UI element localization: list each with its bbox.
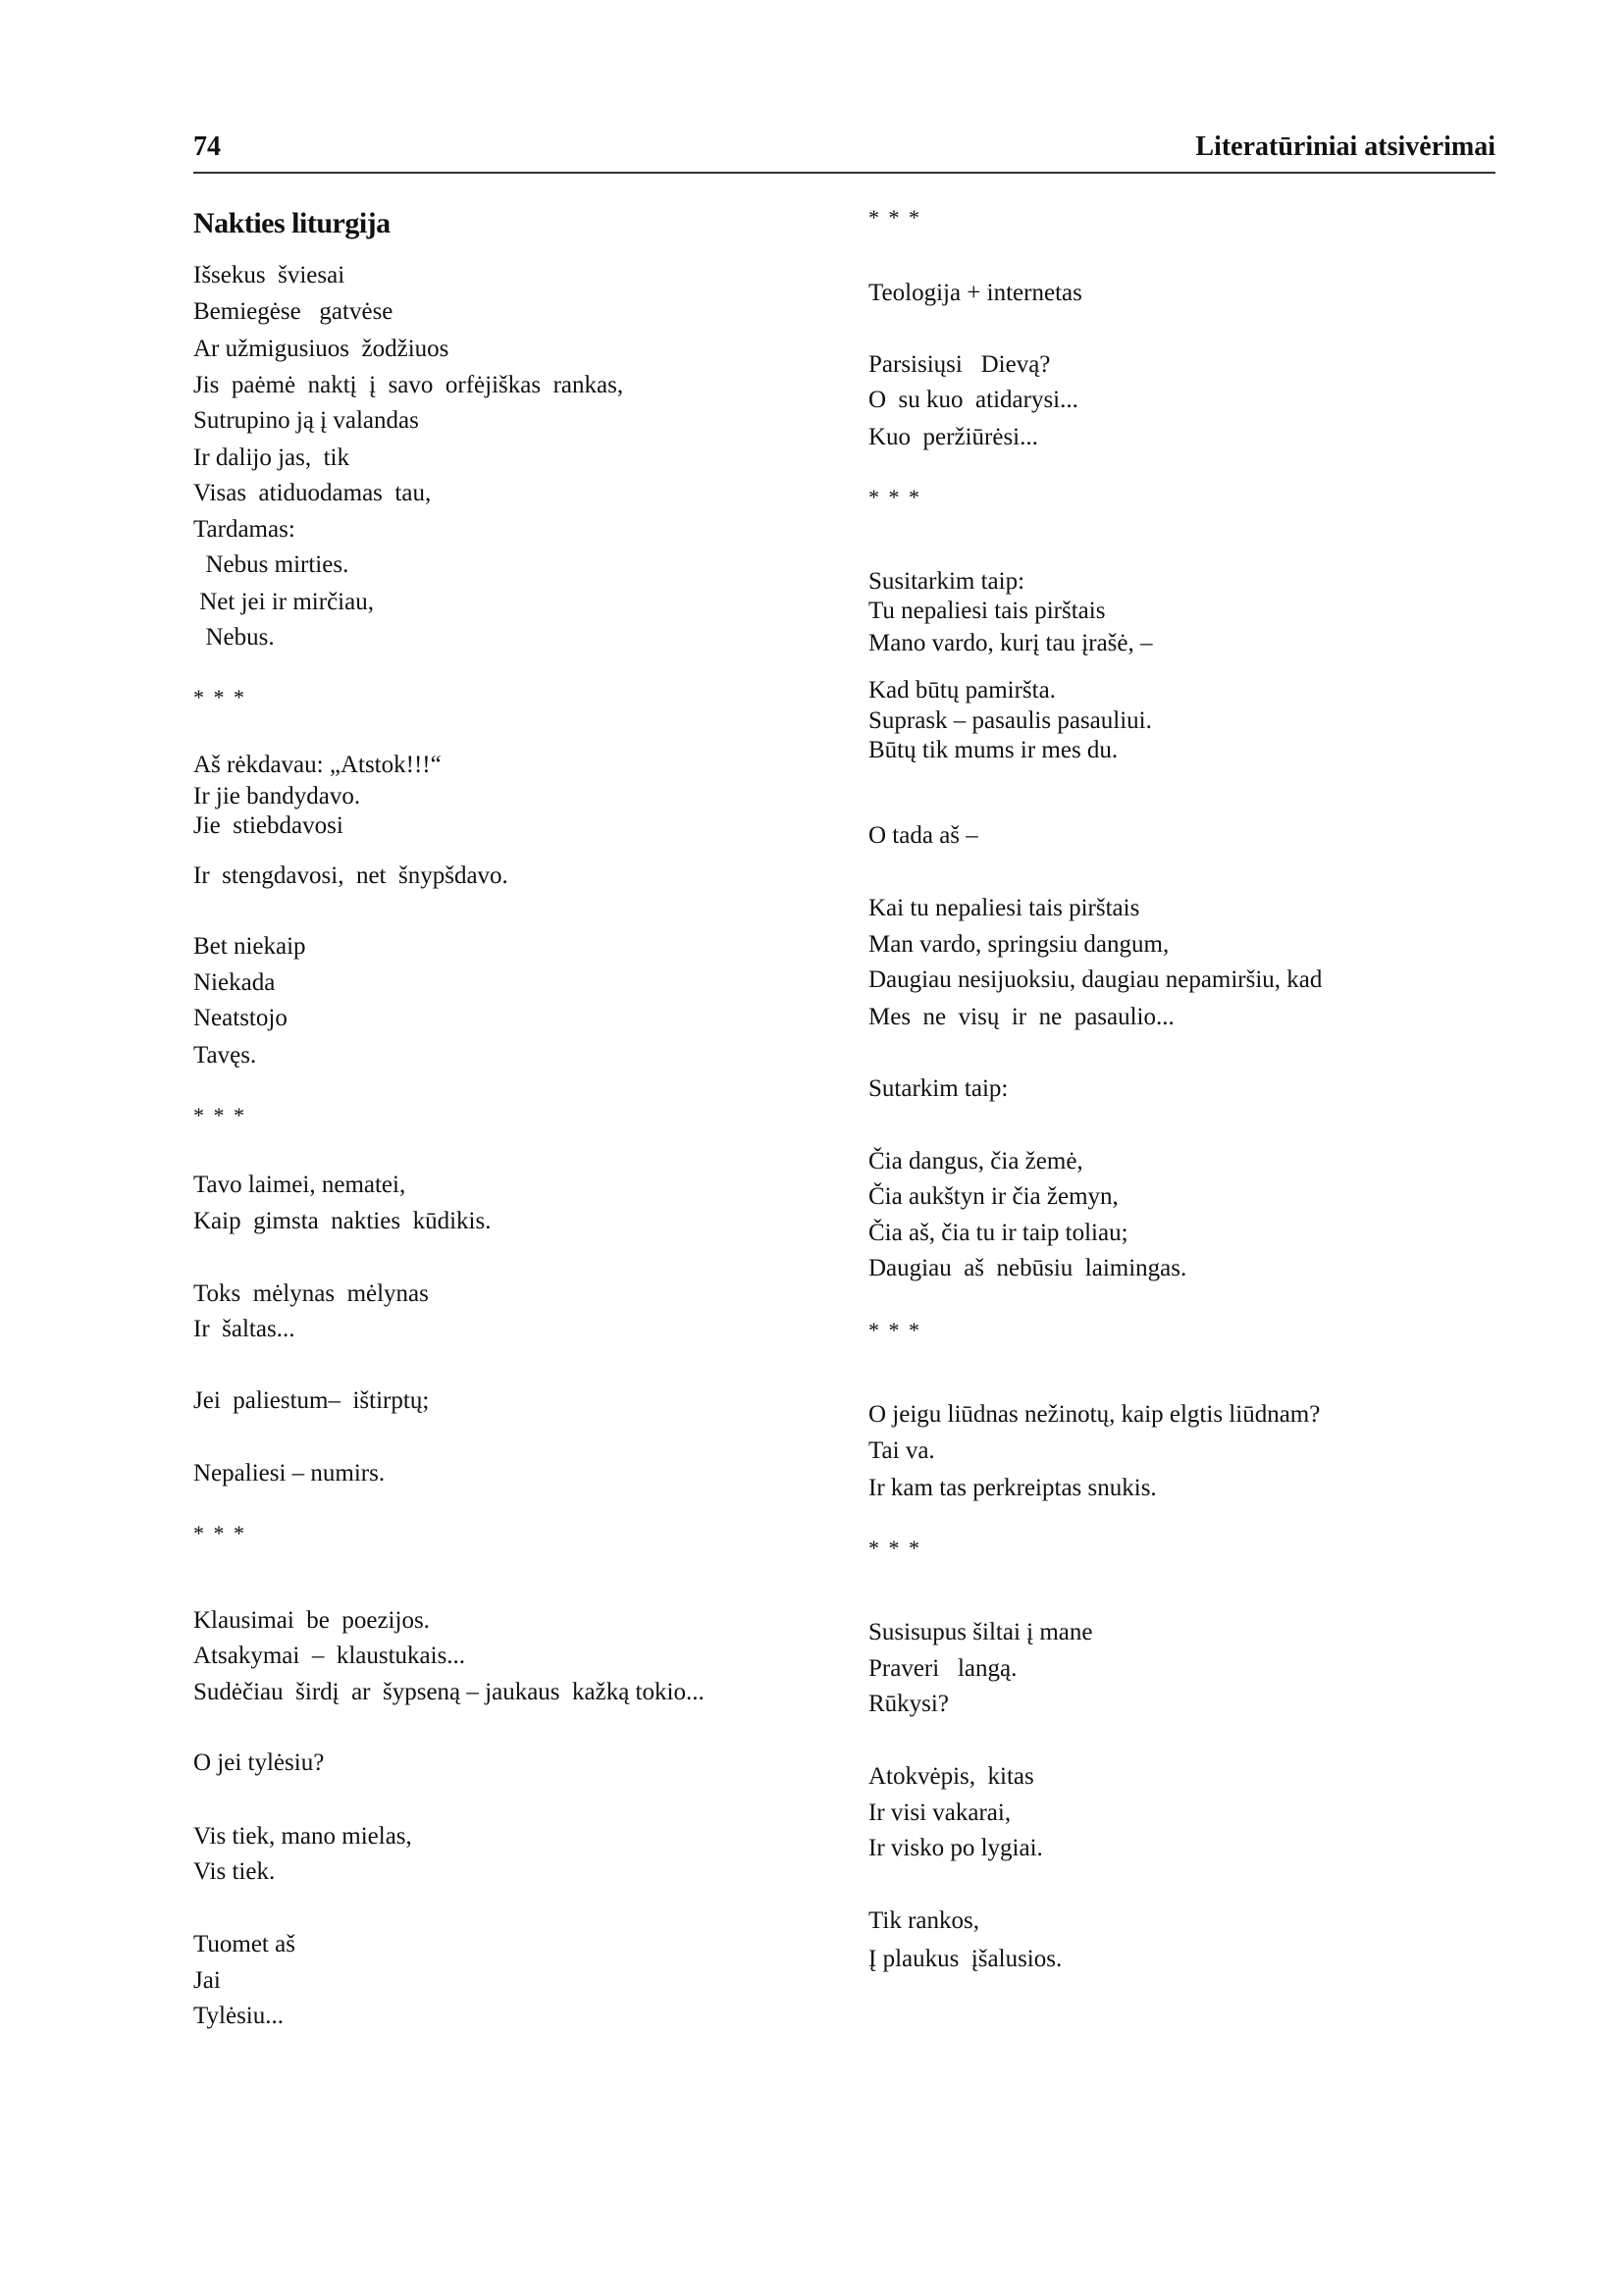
poem-line: Ir stengdavosi, net šnypšdavo.: [193, 862, 508, 889]
poem-line: Jis paėmė naktį į savo orfėjiškas rankas,: [193, 372, 624, 398]
poem-line: Bet niekaip: [193, 933, 306, 960]
poem-line: Tardamas:: [193, 516, 295, 543]
poem-line: Vis tiek, mano mielas,: [193, 1823, 412, 1850]
poem-line: Atokvėpis, kitas: [868, 1763, 1034, 1790]
poem-line: Bemiegėse gatvėse: [193, 298, 393, 325]
poem-line: Nebus.: [193, 624, 275, 651]
poem-line: Daugiau nesijuoksiu, daugiau nepamiršiu, kad: [868, 966, 1323, 993]
section-separator: * * *: [193, 685, 246, 709]
section-separator: * * *: [868, 205, 921, 230]
poem-line: Ir visi vakarai,: [868, 1799, 1012, 1826]
poem-line: Toks mėlynas mėlynas: [193, 1280, 429, 1307]
page-number: 74: [193, 131, 221, 162]
section-separator: * * *: [193, 1103, 246, 1127]
poem-line: Kai tu nepaliesi tais pirštais: [868, 895, 1140, 921]
poem-line: Kuo peržiūrėsi...: [868, 424, 1038, 450]
poem-line: Čia aš, čia tu ir taip toliau;: [868, 1220, 1128, 1246]
poem-line: Teologija + internetas: [868, 280, 1082, 306]
poem-line: Daugiau aš nebūsiu laimingas.: [868, 1255, 1187, 1281]
poem-line: Sutarkim taip:: [868, 1075, 1009, 1102]
header-rule: [193, 172, 1495, 174]
poem-line: Praveri langą.: [868, 1655, 1018, 1682]
section-separator: * * *: [193, 1521, 246, 1545]
poem-line: Tik rankos,: [868, 1907, 979, 1934]
poem-line: Čia aukštyn ir čia žemyn,: [868, 1183, 1119, 1210]
poem-line: Tavęs.: [193, 1042, 257, 1069]
poem-line: Neatstojo: [193, 1005, 288, 1031]
poem-line: Ir jie bandydavo.: [193, 783, 361, 809]
poem-line: Rūkysi?: [868, 1691, 949, 1717]
poem-line: O jei tylėsiu?: [193, 1749, 325, 1776]
poem-line: Susisupus šiltai į mane: [868, 1619, 1093, 1645]
poem-line: Ir dalijo jas, tik: [193, 444, 349, 471]
poem-line: Susitarkim taip:: [868, 568, 1025, 595]
poem-line: Mes ne visų ir ne pasaulio...: [868, 1004, 1175, 1030]
poem-line: Ir kam tas perkreiptas snukis.: [868, 1475, 1157, 1501]
poem-line: Niekada: [193, 969, 276, 996]
poem-line: Atsakymai – klaustukais...: [193, 1643, 466, 1669]
poem-line: Būtų tik mums ir mes du.: [868, 737, 1119, 763]
poem-line: Jei paliestum– ištirptų;: [193, 1387, 430, 1414]
poem-line: Tu nepaliesi tais pirštais: [868, 598, 1106, 624]
poem-line: Tai va.: [868, 1437, 935, 1464]
section-separator: * * *: [868, 1318, 921, 1342]
poem-line: Ir šaltas...: [193, 1316, 295, 1342]
poem-line: Klausimai be poezijos.: [193, 1607, 430, 1634]
section-separator: * * *: [868, 485, 921, 509]
poem-line: Tuomet aš: [193, 1931, 295, 1957]
poem-line: Į plaukus įšalusios.: [868, 1946, 1063, 1972]
poem-line: Sudėčiau širdį ar šypseną – jaukaus kažką tokio...: [193, 1679, 705, 1705]
poem-line: Jie stiebdavosi: [193, 812, 343, 839]
poem-line: O jeigu liūdnas nežinotų, kaip elgtis liūdnam?: [868, 1401, 1321, 1428]
poem-line: O su kuo atidarysi...: [868, 387, 1078, 413]
poem-line: Parsisiųsi Dievą?: [868, 351, 1051, 378]
poem-line: O tada aš –: [868, 822, 978, 849]
poem-line: Kad būtų pamiršta.: [868, 677, 1056, 704]
poem-line: Vis tiek.: [193, 1858, 276, 1885]
poem-line: Visas atiduodamas tau,: [193, 480, 432, 506]
poem-line: Kaip gimsta nakties kūdikis.: [193, 1208, 492, 1234]
poem-line: Nepaliesi – numirs.: [193, 1460, 386, 1487]
poem-line: Išsekus šviesai: [193, 262, 345, 288]
poem-line: Tavo laimei, nematei,: [193, 1172, 406, 1198]
poem-line: Suprask – pasaulis pasauliui.: [868, 707, 1152, 734]
poem-line: Man vardo, springsiu dangum,: [868, 931, 1170, 958]
poem-line: Mano vardo, kurį tau įrašė, –: [868, 630, 1153, 656]
poem-line: Nebus mirties.: [193, 551, 349, 578]
poem-line: Net jei ir mirčiau,: [193, 589, 374, 615]
poem-title: Nakties liturgija: [193, 207, 391, 239]
poem-line: Aš rėkdavau: „Atstok!!!“: [193, 752, 442, 778]
running-title: Literatūriniai atsivėrimai: [1195, 131, 1495, 162]
poem-line: Sutrupino ją į valandas: [193, 407, 419, 434]
poem-line: Tylėsiu...: [193, 2003, 284, 2029]
poem-line: Jai: [193, 1967, 221, 1994]
poem-line: Ar užmigusiuos žodžiuos: [193, 336, 449, 362]
poem-line: Ir visko po lygiai.: [868, 1835, 1043, 1861]
poem-line: Čia dangus, čia žemė,: [868, 1148, 1083, 1174]
section-separator: * * *: [868, 1536, 921, 1560]
